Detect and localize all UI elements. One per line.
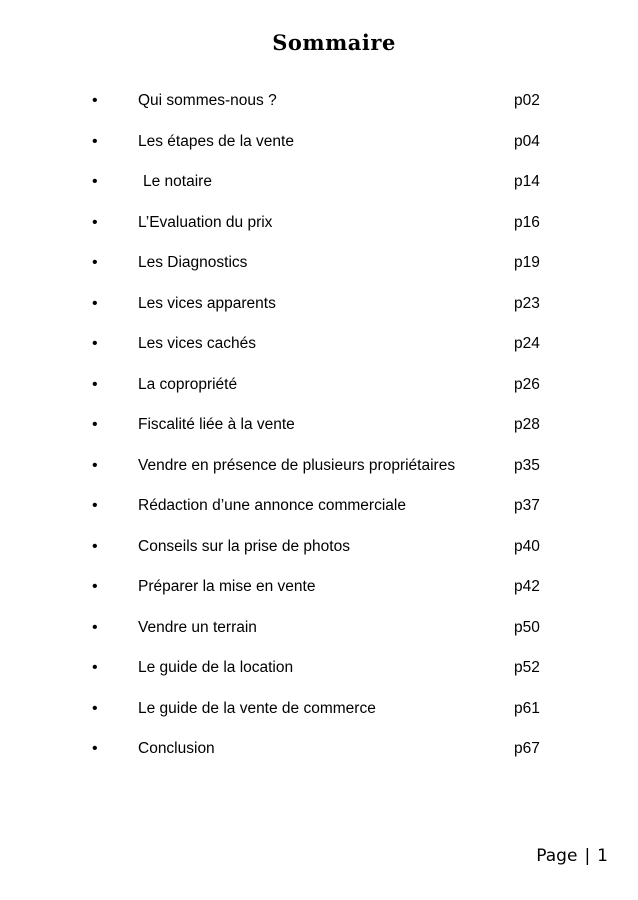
toc-item-page: p16	[514, 213, 540, 231]
bullet-icon: •	[92, 132, 98, 150]
bullet-icon: •	[92, 173, 98, 190]
toc-row	[0, 697, 638, 738]
toc-item-page: p19	[514, 254, 540, 271]
toc-item-label: L’Evaluation du prix	[138, 213, 273, 231]
toc-row	[0, 373, 638, 414]
toc-item-page: p35	[514, 456, 540, 474]
bullet-icon: •	[92, 537, 98, 555]
toc-item-page: p28	[514, 416, 540, 433]
table-of-contents	[0, 89, 638, 778]
toc-item-label: Les vices apparents	[138, 294, 276, 312]
toc-item-page: p52	[514, 659, 540, 676]
toc-item-page: p02	[514, 92, 540, 109]
toc-row	[0, 737, 638, 778]
bullet-icon: •	[92, 497, 98, 514]
bullet-icon: •	[92, 699, 98, 717]
bullet-icon: •	[92, 659, 98, 676]
toc-item-page: p24	[514, 335, 540, 352]
toc-row	[0, 292, 638, 333]
toc-item-page: p04	[514, 132, 540, 150]
toc-row	[0, 454, 638, 495]
toc-item-label: Les vices cachés	[138, 335, 257, 352]
bullet-icon: •	[92, 416, 98, 433]
toc-item-label: Le notaire	[143, 173, 212, 190]
bullet-icon: •	[92, 578, 98, 595]
page-title: Sommaire	[272, 30, 396, 55]
toc-item-page: p61	[514, 699, 540, 717]
bullet-icon: •	[92, 92, 98, 109]
footer-page-number: 1	[597, 846, 608, 866]
bullet-icon: •	[92, 740, 98, 757]
footer-page-word: Page	[536, 846, 578, 866]
footer-separator: |	[584, 846, 591, 866]
toc-row	[0, 413, 638, 454]
toc-item-page: p67	[514, 740, 540, 757]
toc-row	[0, 89, 638, 130]
toc-item-label: Conclusion	[138, 740, 215, 757]
toc-item-label: La copropriété	[138, 375, 238, 393]
bullet-icon: •	[92, 375, 98, 393]
bullet-icon: •	[92, 456, 98, 474]
toc-item-label: Conseils sur la prise de photos	[138, 537, 350, 555]
toc-item-page: p40	[514, 537, 540, 555]
bullet-icon: •	[92, 254, 98, 271]
toc-item-label: Le guide de la vente de commerce	[138, 699, 376, 717]
toc-row	[0, 170, 638, 211]
toc-item-page: p42	[514, 578, 540, 595]
page-footer	[536, 846, 608, 866]
toc-row	[0, 332, 638, 373]
toc-item-label: Vendre en présence de plusieurs propriétaires	[138, 456, 456, 474]
toc-row	[0, 575, 638, 616]
toc-row	[0, 251, 638, 292]
toc-row	[0, 211, 638, 252]
bullet-icon: •	[92, 335, 98, 352]
toc-item-label: Préparer la mise en vente	[138, 578, 316, 595]
toc-item-page: p26	[514, 375, 540, 393]
toc-item-label: Qui sommes-nous ?	[138, 92, 277, 109]
toc-row	[0, 130, 638, 171]
toc-item-page: p50	[514, 618, 540, 636]
toc-row	[0, 616, 638, 657]
toc-item-label: Les Diagnostics	[138, 254, 248, 271]
bullet-icon: •	[92, 618, 98, 636]
bullet-icon: •	[92, 294, 98, 312]
toc-item-label: Les étapes de la vente	[138, 132, 294, 150]
toc-item-label: Le guide de la location	[138, 659, 294, 676]
toc-item-label: Fiscalité liée à la vente	[138, 416, 295, 433]
bullet-icon: •	[92, 213, 98, 231]
toc-item-page: p37	[514, 497, 540, 514]
toc-row	[0, 656, 638, 697]
toc-item-label: Vendre un terrain	[138, 618, 257, 636]
toc-row	[0, 535, 638, 576]
toc-row	[0, 494, 638, 535]
toc-item-page: p14	[514, 173, 540, 190]
toc-item-label: Rédaction d’une annonce commerciale	[138, 497, 406, 514]
toc-item-page: p23	[514, 294, 540, 312]
